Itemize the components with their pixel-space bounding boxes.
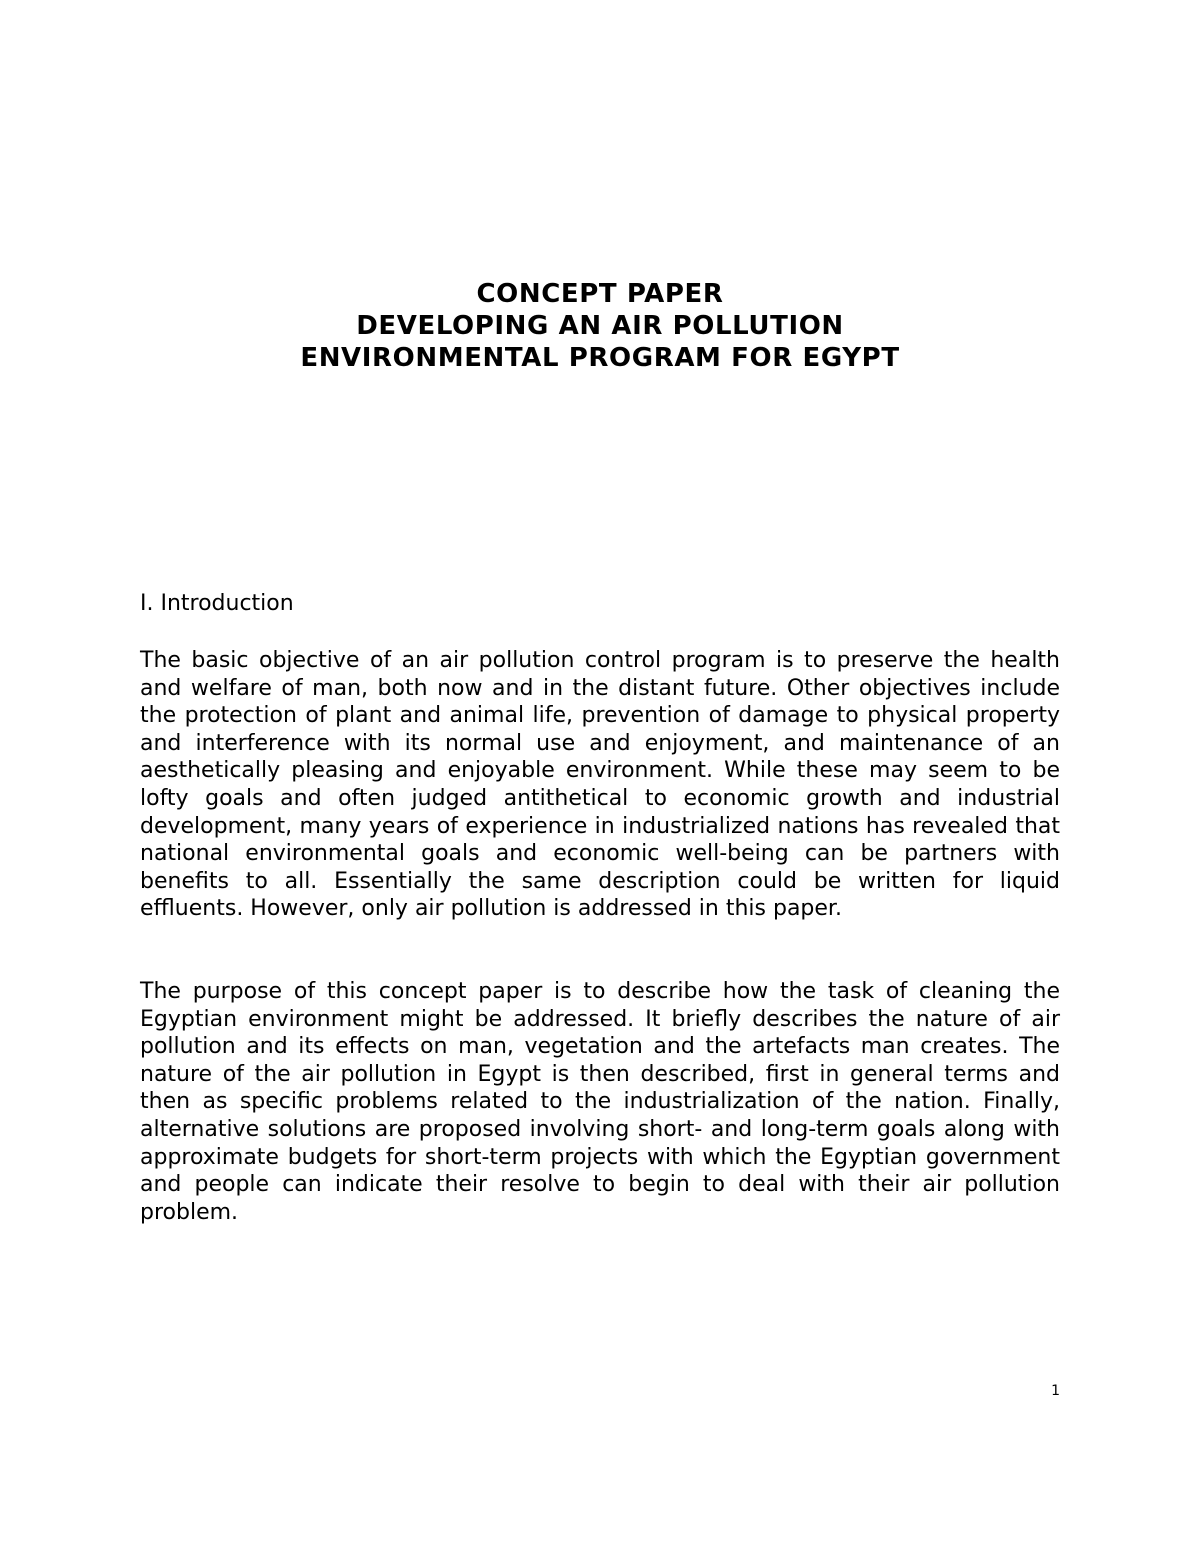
- title-line-1: CONCEPT PAPER: [476, 279, 724, 309]
- page-number: 1: [1051, 1383, 1060, 1399]
- document-title: [140, 278, 1060, 374]
- paragraph-2: The purpose of this concept paper is to describe how the task of cleaning the Egyptian environment might be addressed. It briefly describes the nature of air pollution and its effects on man, vegetation and the artefacts man creates. The nature of the air pollution in Egypt is then described, first in general terms and then as specific problems related to the industrialization of the nation. Finally, alternative solutions are proposed involving short- and long-term goals along with approximate budgets for short-term projects with which the Egyptian government and people can indicate their resolve to begin to deal with their air pollution problem.: [140, 979, 1060, 1225]
- title-line-3: ENVIRONMENTAL PROGRAM FOR EGYPT: [300, 343, 900, 373]
- paragraph-1: The basic objective of an air pollution control program is to preserve the health and welfare of man, both now and in the distant future. Other objectives include the protection of plant and animal life, prevention of damage to physical property and interference with its normal use and enjoyment, and maintenance of an aesthetically pleasing and enjoyable environment. While these may seem to be lofty goals and often judged antithetical to economic growth and industrial development, many years of experience in industrialized nations has revealed that national environmental goals and economic well-being can be partners with benefits to all. Essentially the same description could be written for liquid effluents. However, only air pollution is addressed in this paper.: [140, 648, 1060, 922]
- title-line-2: DEVELOPING AN AIR POLLUTION: [356, 311, 844, 341]
- section-heading: I. Introduction: [140, 591, 294, 616]
